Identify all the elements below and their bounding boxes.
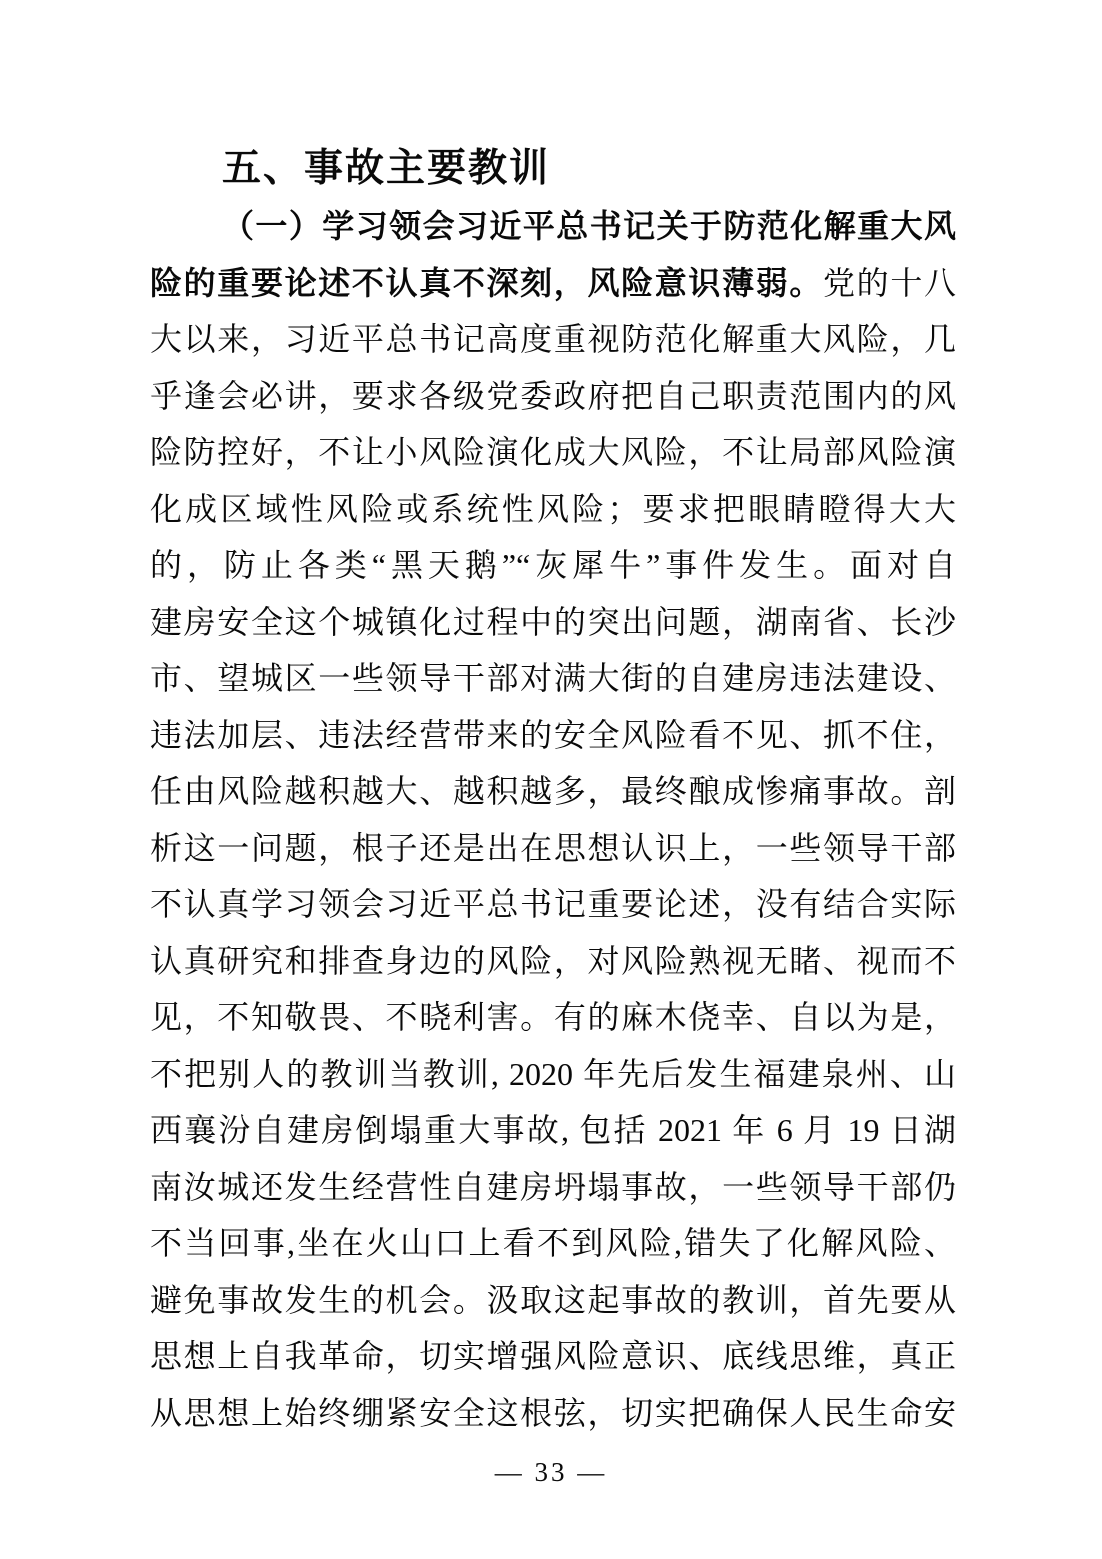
text-segment: 任由风险越积越大、越积越多，最终酿成惨痛事故。剖 [150,773,956,809]
text-segment: 西襄汾自建房倒塌重大事故, 包括 2021 年 6 月 19 日湖 [150,1112,956,1148]
body-line [150,424,956,481]
text-segment: 险防控好，不让小风险演化成大风险，不让局部风险演 [150,434,956,470]
text-segment: 析这一问题，根子还是出在思想认识上，一些领导干部 [150,829,956,866]
section-heading: 五、事故主要教训 [222,147,551,190]
body-line [150,1102,956,1159]
text-segment: 不把别人的教训当教训, 2020 年先后发生福建泉州、山 [150,1055,956,1092]
body-line [150,481,956,538]
text-segment: 不认真学习领会习近平总书记重要论述，没有结合实际 [150,886,956,922]
body-line [150,763,956,820]
text-segment: （一）学习领会习近平总书记关于防范化解重大风 [222,208,956,244]
text-segment: 险的重要论述不认真不深刻，风险意识薄弱。 [150,264,824,301]
text-segment: 不当回事,坐在火山口上看不到风险,错失了化解风险、 [150,1225,956,1261]
page-content [150,140,956,1441]
paragraph-lessons [150,198,956,1441]
text-segment: 化成区域性风险或系统性风险；要求把眼睛瞪得大大 [150,490,956,527]
body-line [150,1159,956,1216]
body-line [150,368,956,425]
body-line [150,1046,956,1103]
body-line [150,537,956,594]
text-segment: 从思想上始终绷紧安全这根弦，切实把确保人民生命安 [150,1394,956,1431]
text-segment: 党的十八 [823,264,956,301]
text-segment: 市、望城区一些领导干部对满大街的自建房违法建设、 [150,660,956,696]
body-line [150,311,956,368]
page-number: — 33 — [494,1457,608,1487]
text-segment: 见，不知敬畏、不晓利害。有的麻木侥幸、自以为是， [150,999,956,1035]
body-line [150,198,956,255]
text-segment: 避免事故发生的机会。汲取这起事故的教训，首先要从 [150,1281,956,1318]
text-segment: 建房安全这个城镇化过程中的突出问题，湖南省、长沙 [150,603,956,640]
body-line [150,594,956,651]
body-line [150,989,956,1046]
text-segment: 认真研究和排查身边的风险，对风险熟视无睹、视而不 [150,942,956,979]
body-line [150,1385,956,1442]
body-line [150,933,956,990]
body-line [150,1272,956,1329]
body-line [150,1328,956,1385]
body-line [150,1215,956,1272]
body-line [150,876,956,933]
body-line [150,650,956,707]
body-line [150,255,956,312]
text-segment: 南汝城还发生经营性自建房坍塌事故，一些领导干部仍 [150,1168,956,1205]
text-segment: 乎逢会必讲，要求各级党委政府把自己职责范围内的风 [150,377,956,414]
text-segment: 大以来，习近平总书记高度重视防范化解重大风险，几 [150,321,956,357]
text-segment: 思想上自我革命，切实增强风险意识、底线思维，真正 [150,1338,956,1374]
text-segment: 的，防止各类“黑天鹅”“灰犀牛”事件发生。面对自 [150,547,956,583]
body-line [150,820,956,877]
text-segment: 违法加层、违法经营带来的安全风险看不见、抓不住， [150,716,956,753]
body-line [150,707,956,764]
